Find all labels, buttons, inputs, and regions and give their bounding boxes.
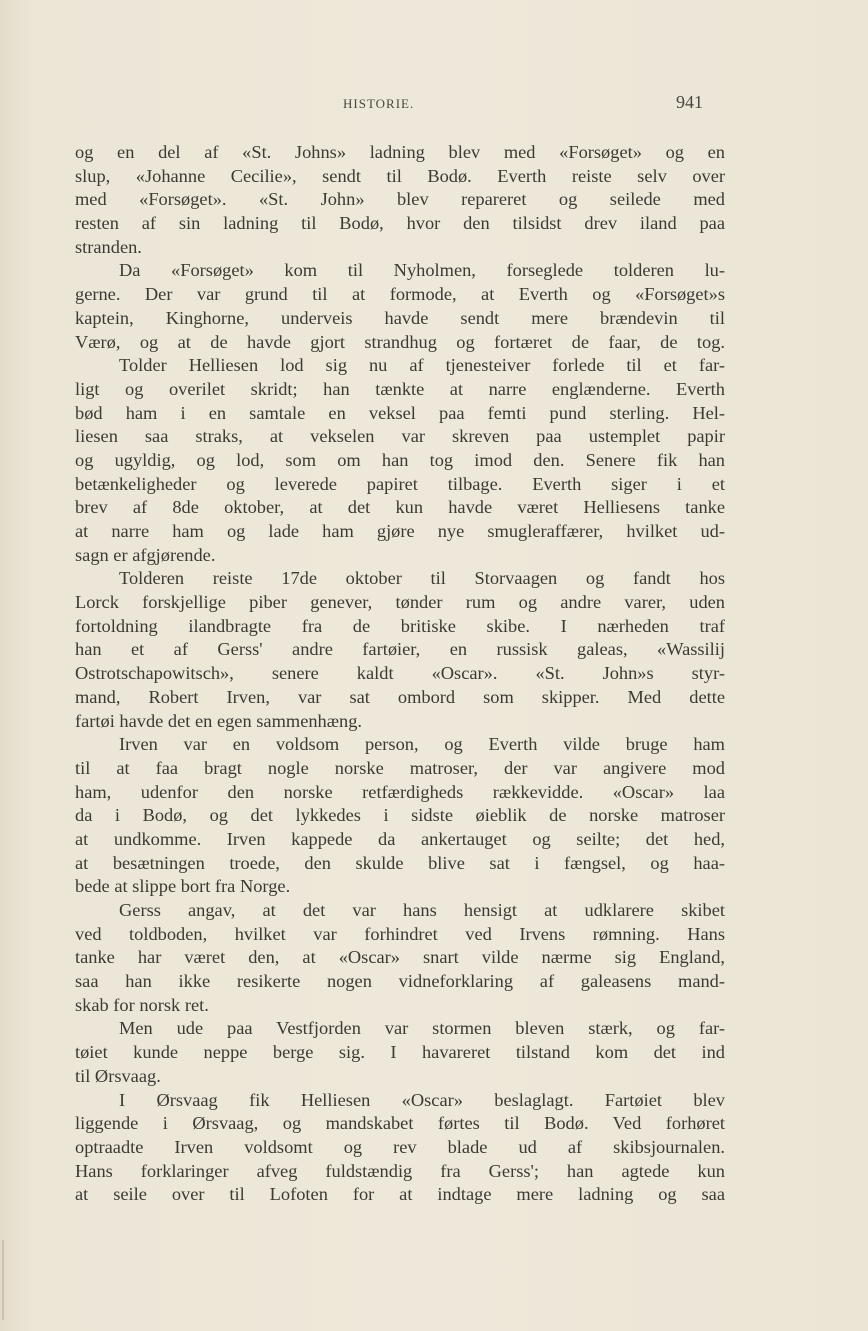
- text-line: slup, «Johanne Cecilie», sendt til Bodø. Everth reiste selv over: [75, 165, 725, 186]
- body-text: [75, 141, 725, 1207]
- running-head: [0, 92, 868, 112]
- text-line: til Ørsvaag.: [75, 1065, 161, 1086]
- text-line: skab for norsk ret.: [75, 994, 209, 1015]
- text-line: saa han ikke resikerte nogen vidneforklaring af galeasens mand-: [75, 971, 725, 992]
- text-line: gerne. Der var grund til at formode, at Everth og «Forsøget»s: [75, 284, 725, 305]
- text-line: Men ude paa Vestfjorden var stormen bleven stærk, og far-: [119, 1018, 725, 1039]
- text-line: liggende i Ørsvaag, og mandskabet førtes til Bodø. Ved forhøret: [75, 1113, 725, 1134]
- text-line: Hans forklaringer afveg fuldstændig fra Gerss'; han agtede kun: [75, 1160, 725, 1181]
- text-line: tøiet kunde neppe berge sig. I havareret tilstand kom det ind: [75, 1042, 725, 1063]
- text-line: Tolderen reiste 17de oktober til Storvaagen og fandt hos: [119, 568, 725, 589]
- text-line: Tolder Helliesen lod sig nu af tjenesteiver forlede til et far-: [119, 355, 725, 376]
- text-line: sagn er afgjørende.: [75, 544, 216, 565]
- text-line: da i Bodø, og det lykkedes i sidste øieblik de norske matroser: [75, 805, 725, 826]
- text-line: at undkomme. Irven kappede da ankertauget og seilte; det hed,: [75, 828, 725, 849]
- text-line: mand, Robert Irven, var sat ombord som skipper. Med dette: [75, 686, 725, 707]
- text-line: at narre ham og lade ham gjøre nye smugleraffærer, hvilket ud-: [75, 521, 725, 541]
- text-line: Gerss angav, at det var hans hensigt at udklarere skibet: [119, 900, 725, 920]
- text-line: Ostrotschapowitsch», senere kaldt «Oscar». «St. John»s styr-: [75, 663, 725, 684]
- text-line: at seile over til Lofoten for at indtage mere ladning og saa: [75, 1184, 725, 1205]
- text-line: ham, udenfor den norske retfærdigheds rækkevidde. «Oscar» laa: [75, 781, 725, 802]
- text-line: betænkeligheder og leverede papiret tilbage. Everth siger i et: [75, 473, 725, 494]
- text-line: til at faa bragt nogle norske matroser, der var angivere mod: [75, 757, 725, 778]
- text-line: Lorck forskjellige piber genever, tønder rum og andre varer, uden: [75, 592, 725, 613]
- text-line: optraadte Irven voldsomt og rev blade ud af skibsjournalen.: [75, 1136, 725, 1157]
- text-line: bød ham i en samtale en veksel paa femti pund sterling. Hel-: [75, 402, 725, 423]
- text-line: med «Forsøget». «St. John» blev repareret og seilede med: [75, 189, 725, 210]
- text-line: brev af 8de oktober, at det kun havde været Helliesens tanke: [75, 497, 725, 518]
- text-line: resten af sin ladning til Bodø, hvor den tilsidst drev iland paa: [75, 213, 725, 234]
- text-line: Da «Forsøget» kom til Nyholmen, forseglede tolderen lu-: [119, 260, 725, 281]
- text-line: I Ørsvaag fik Helliesen «Oscar» beslaglagt. Fartøiet blev: [119, 1089, 725, 1110]
- text-line: liesen saa straks, at vekselen var skreven paa ustemplet papir: [75, 426, 725, 447]
- page-edge-mark: [2, 1240, 4, 1320]
- text-line: at besætningen troede, den skulde blive sat i fængsel, og haa-: [75, 852, 725, 873]
- text-line: og en del af «St. Johns» ladning blev med «Forsøget» og en: [75, 142, 725, 162]
- page-number: 941: [676, 92, 703, 112]
- text-line: bede at slippe bort fra Norge.: [75, 876, 291, 897]
- text-line: ligt og overilet skridt; han tænkte at narre englænderne. Everth: [75, 378, 725, 399]
- text-line: ved toldboden, hvilket var forhindret ved Irvens rømning. Hans: [75, 923, 725, 944]
- text-line: fartøi havde det en egen sammenhæng.: [75, 710, 363, 731]
- text-line: kaptein, Kinghorne, underveis havde sendt mere brændevin til: [75, 307, 725, 328]
- text-line: stranden.: [75, 236, 142, 257]
- text-line: Irven var en voldsom person, og Everth vilde bruge ham: [119, 734, 725, 755]
- text-line: fortoldning ilandbragte fra de britiske skibe. I nærheden traf: [75, 615, 725, 636]
- text-line: og ugyldig, og lod, som om han tog imod den. Senere fik han: [75, 449, 725, 470]
- text-line: Værø, og at de havde gjort strandhug og fortæret de faar, de tog.: [75, 331, 725, 352]
- running-title: HISTORIE.: [343, 96, 415, 111]
- text-line: han et af Gerss' andre fartøier, en russisk galeas, «Wassilij: [75, 639, 725, 660]
- text-line: tanke har været den, at «Oscar» snart vilde nærme sig England,: [75, 947, 725, 968]
